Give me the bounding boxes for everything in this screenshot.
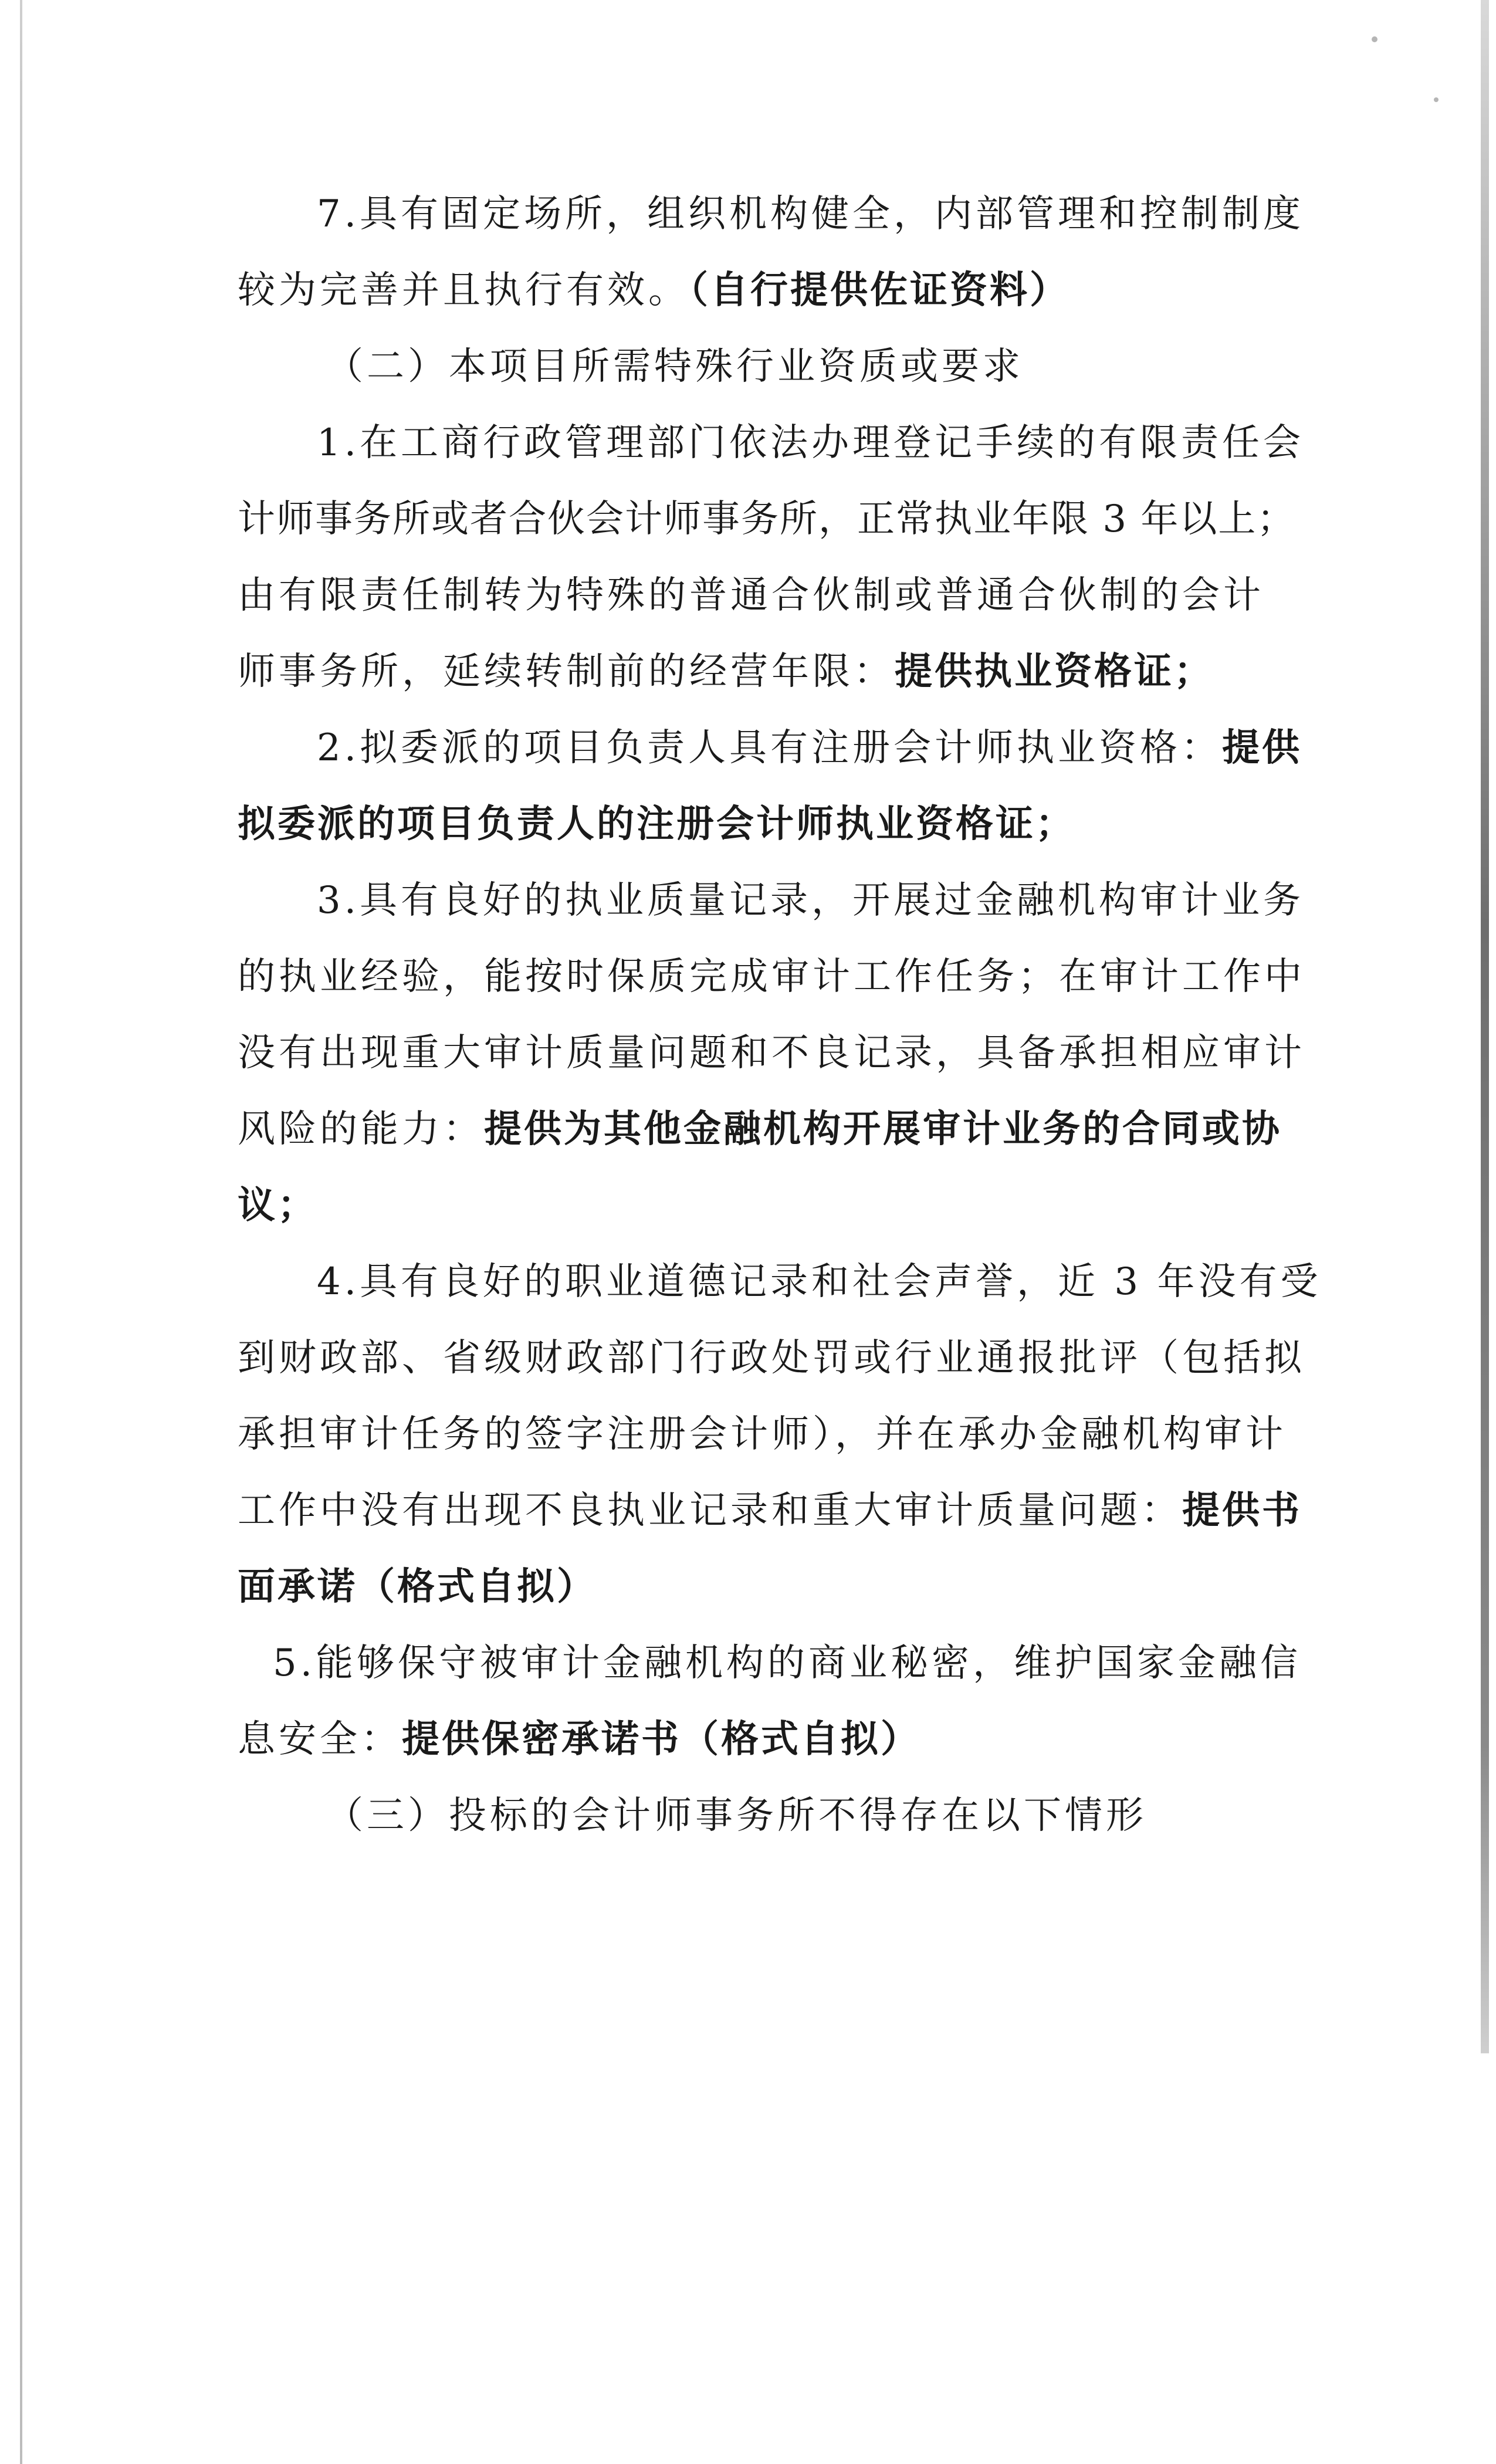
line-emphasis: 拟委派的项目负责人的注册会计师执业资格证； — [238, 803, 1075, 846]
line-text: 承担审计任务的签字注册会计师），并在承办金融机构审计 — [238, 1413, 1287, 1456]
scan-speck — [1372, 36, 1377, 42]
paragraph-line — [238, 1549, 1261, 1625]
paragraph-line — [238, 1473, 1302, 1549]
line-emphasis: 提供为其他金融机构开展审计业务的合同或协 — [484, 1108, 1282, 1151]
paragraph-line — [238, 1701, 1261, 1778]
line-emphasis: （自行提供佐证资料） — [689, 269, 1069, 312]
line-text: 4.具有良好的职业道德记录和社会声誉，近 3 年没有受 — [317, 1260, 1322, 1304]
paragraph-line — [238, 862, 1305, 939]
document-body — [238, 176, 1322, 1854]
line-text: 的执业经验，能按时保质完成审计工作任务；在审计工作中 — [238, 955, 1305, 999]
line-text: 计师事务所或者合伙会计师事务所，正常执业年限 3 年以上； — [238, 497, 1296, 541]
line-text: 7.具有固定场所，组织机构健全，内部管理和控制制度 — [317, 192, 1305, 236]
scan-speck — [1434, 97, 1439, 102]
paragraph-line — [238, 252, 1261, 329]
paragraph-line — [238, 481, 1296, 557]
paragraph-line — [238, 1396, 1287, 1473]
scan-edge-left — [20, 0, 22, 2464]
line-text: 没有出现重大审计质量问题和不良记录，具备承担相应审计 — [238, 1031, 1305, 1075]
section-heading — [238, 329, 1261, 405]
paragraph-line — [238, 1167, 1261, 1244]
paragraph-line — [238, 1244, 1322, 1320]
line-emphasis: 提供 — [1222, 726, 1302, 770]
line-emphasis: 提供书 — [1182, 1489, 1302, 1532]
line-text: （三）投标的会计师事务所不得存在以下情形 — [326, 1794, 1147, 1837]
paragraph-line — [238, 1091, 1282, 1167]
paragraph-line — [238, 786, 1261, 862]
paragraph-line — [238, 1625, 1302, 1701]
line-text: 风险的能力： — [238, 1108, 484, 1151]
line-text: 2.拟委派的项目负责人具有注册会计师执业资格： — [317, 726, 1223, 770]
paragraph-line — [238, 557, 1264, 634]
line-emphasis: 面承诺（格式自拟） — [238, 1565, 597, 1609]
line-emphasis: 提供保密承诺书（格式自拟） — [402, 1718, 920, 1761]
line-text: 师事务所，延续转制前的经营年限： — [238, 650, 895, 693]
line-text: 到财政部、省级财政部门行政处罚或行业通报批评（包括拟 — [238, 1336, 1305, 1380]
paragraph-line — [238, 710, 1302, 786]
paragraph-line — [238, 1015, 1305, 1091]
line-text: 由有限责任制转为特殊的普通合伙制或普通合伙制的会计 — [238, 574, 1264, 617]
section-heading — [238, 1778, 1261, 1854]
line-text: （二）本项目所需特殊行业资质或要求 — [326, 345, 1024, 388]
line-text: 5.能够保守被审计金融机构的商业秘密，维护国家金融信 — [273, 1641, 1302, 1685]
line-emphasis: 议； — [238, 1184, 317, 1227]
line-emphasis: 提供执业资格证； — [895, 650, 1214, 693]
line-text: 3.具有良好的执业质量记录，开展过金融机构审计业务 — [317, 879, 1305, 922]
line-text: 息安全： — [238, 1718, 402, 1761]
paragraph-line — [238, 634, 1261, 710]
line-text: 工作中没有出现不良执业记录和重大审计质量问题： — [238, 1489, 1182, 1532]
paragraph-line — [238, 939, 1305, 1015]
line-text: 1.在工商行政管理部门依法办理登记手续的有限责任会 — [317, 421, 1305, 465]
paragraph-line — [238, 176, 1305, 252]
paragraph-line — [238, 1320, 1305, 1396]
paragraph-line — [238, 405, 1305, 481]
scan-edge-right — [1481, 0, 1489, 2053]
line-text: 较为完善并且执行有效。 — [238, 269, 689, 312]
